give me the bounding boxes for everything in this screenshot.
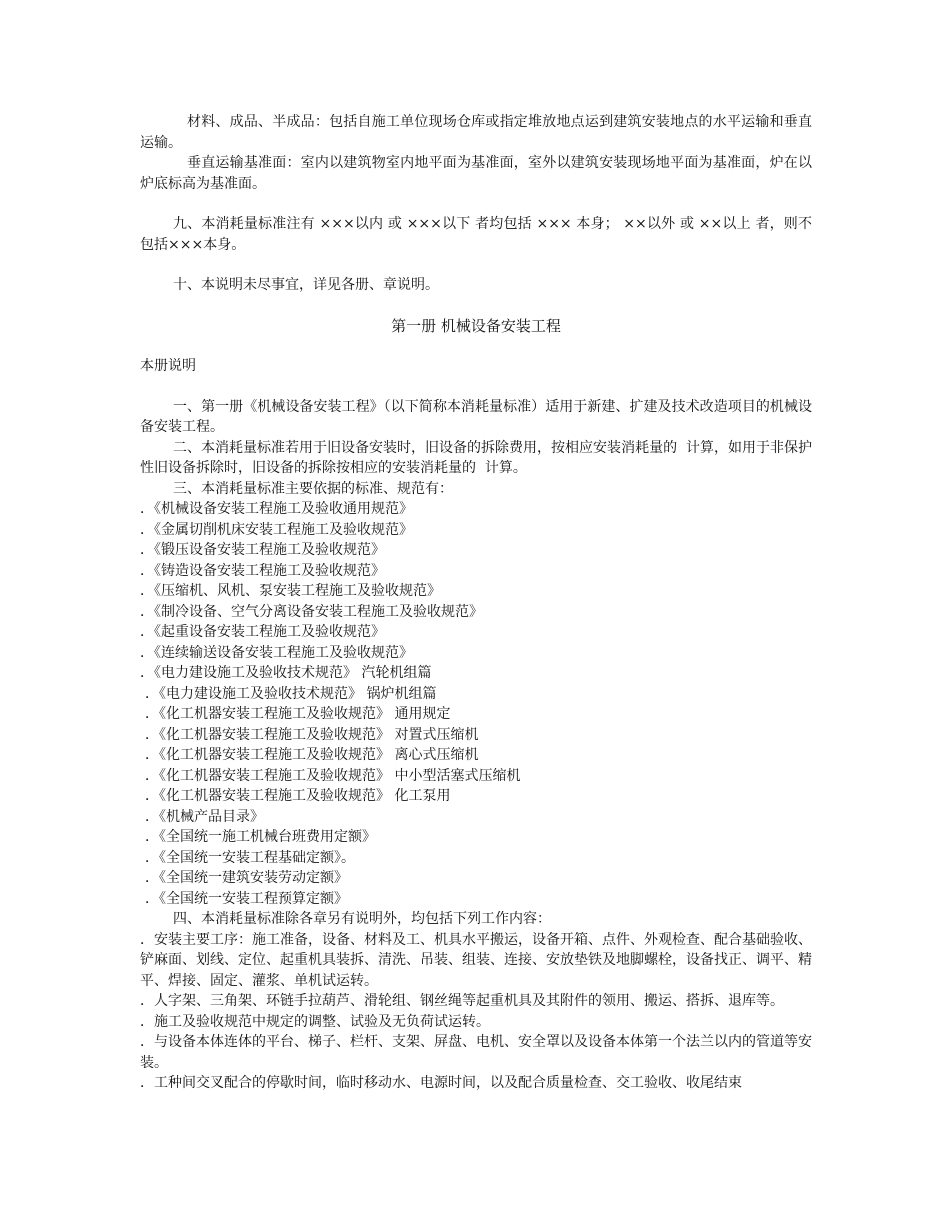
list-item: ．《制冷设备、空气分离设备安装工程施工及验收规范》 bbox=[140, 603, 483, 620]
list-item: ．《全国统一施工机械台班费用定额》 bbox=[145, 829, 376, 845]
spacer bbox=[140, 336, 812, 356]
work-items-list bbox=[140, 930, 812, 1094]
list-item: ．《锻压设备安装工程施工及验收规范》 bbox=[140, 542, 385, 558]
list-item: ．《化工机器安装工程施工及验收规范》 化工泵用 bbox=[145, 788, 451, 804]
list-item: ．《化工机器安装工程施工及验收规范》 对置式压缩机 bbox=[145, 726, 479, 743]
point-ten-paragraph: 十、本说明未尽事宜，详见各册、章说明。 bbox=[173, 277, 439, 293]
list-item: ．《化工机器安装工程施工及验收规范》 通用规定 bbox=[145, 706, 451, 722]
volume-title: 第一册 机械设备安装工程 bbox=[391, 316, 561, 335]
point-nine-paragraph: 九、本消耗量标准注有 ×××以内 或 ×××以下 者均包括 ××× 本身； ××以外 或 ××以上 者，则不包括×××本身。 bbox=[140, 216, 812, 253]
scope-paragraph: 一、第一册《机械设备安装工程》（以下简称本消耗量标准）适用于新建、扩建及技术改造项目的机械设备安装工程。 bbox=[140, 398, 812, 435]
list-item: ．《电力建设施工及验收技术规范》 汽轮机组篇 bbox=[140, 665, 432, 681]
list-item: ．《压缩机、风机、泵安装工程施工及验收规范》 bbox=[140, 583, 441, 599]
list-item: ．《全国统一建筑安装劳动定额》 bbox=[145, 870, 348, 886]
spacer bbox=[140, 255, 812, 275]
list-item: ．工种间交叉配合的停歇时间，临时移动水、电源时间，以及配合质量检查、交工验收、收尾结束 bbox=[140, 1075, 742, 1091]
work-content-heading: 四、本消耗量标准除各章另有说明外，均包括下列工作内容： bbox=[173, 911, 551, 927]
list-item: ．《电力建设施工及验收技术规范》 锅炉机组篇 bbox=[145, 685, 437, 702]
list-item: ．《连续输送设备安装工程施工及验收规范》 bbox=[140, 644, 413, 661]
materials-paragraph: 材料、成品、半成品：包括自施工单位现场仓库或指定堆放地点运到建筑安装地点的水平运输和垂直运输。 bbox=[140, 114, 812, 151]
list-item: ．《金属切削机床安装工程施工及验收规范》 bbox=[140, 521, 413, 538]
volume-subtitle: 本册说明 bbox=[140, 358, 196, 374]
spacer bbox=[140, 377, 812, 397]
list-item: ．人字架、三角架、环链手拉葫芦、滑轮组、钢丝绳等起重机具及其附件的领用、搬运、搭拆、退库等。 bbox=[140, 993, 784, 1009]
list-item: ．《全国统一安装工程基础定额》。 bbox=[145, 849, 355, 866]
list-item: ．《机械产品目录》 bbox=[145, 808, 264, 825]
old-equipment-paragraph: 二、本消耗量标准若用于旧设备安装时，旧设备的拆除费用，按相应安装消耗量的 计算，如用于非保护性旧设备拆除时，旧设备的拆除按相应的安装消耗量的 计算。 bbox=[140, 439, 812, 476]
document-page bbox=[140, 112, 812, 1094]
standards-heading: 三、本消耗量标准主要依据的标准、规范有： bbox=[173, 480, 453, 497]
list-item: ．《全国统一安装工程预算定额》 bbox=[145, 890, 348, 907]
spacer bbox=[140, 296, 812, 316]
list-item: ．《铸造设备安装工程施工及验收规范》 bbox=[140, 562, 385, 579]
spacer bbox=[140, 194, 812, 214]
list-item: ．施工及验收规范中规定的调整、试验及无负荷试运转。 bbox=[140, 1013, 490, 1030]
list-item: ．与设备本体连体的平台、梯子、栏杆、支架、屏盘、电机、安全罩以及设备本体第一个法兰以内的管道等安装。 bbox=[140, 1034, 812, 1071]
list-item: ．《机械设备安装工程施工及验收通用规范》 bbox=[140, 501, 413, 517]
list-item: ．《化工机器安装工程施工及验收规范》 中小型活塞式压缩机 bbox=[145, 767, 521, 784]
list-item: ．《化工机器安装工程施工及验收规范》 离心式压缩机 bbox=[145, 747, 479, 763]
standards-list bbox=[140, 499, 812, 909]
list-item: ．《起重设备安装工程施工及验收规范》 bbox=[140, 624, 385, 640]
list-item: ．安装主要工序：施工准备，设备、材料及工、机具水平搬运，设备开箱、点件、外观检查、配合基础验收、铲麻面、划线、定位、起重机具装拆、清洗、吊装、组装、连接、安放垫铁及地脚螺栓，设备找正、调平、精平、焊接、固定、灌浆、单机试运转。 bbox=[140, 931, 812, 989]
vertical-transport-paragraph: 垂直运输基准面：室内以建筑物室内地平面为基准面，室外以建筑安装现场地平面为基准面，炉在以炉底标高为基准面。 bbox=[140, 155, 812, 192]
